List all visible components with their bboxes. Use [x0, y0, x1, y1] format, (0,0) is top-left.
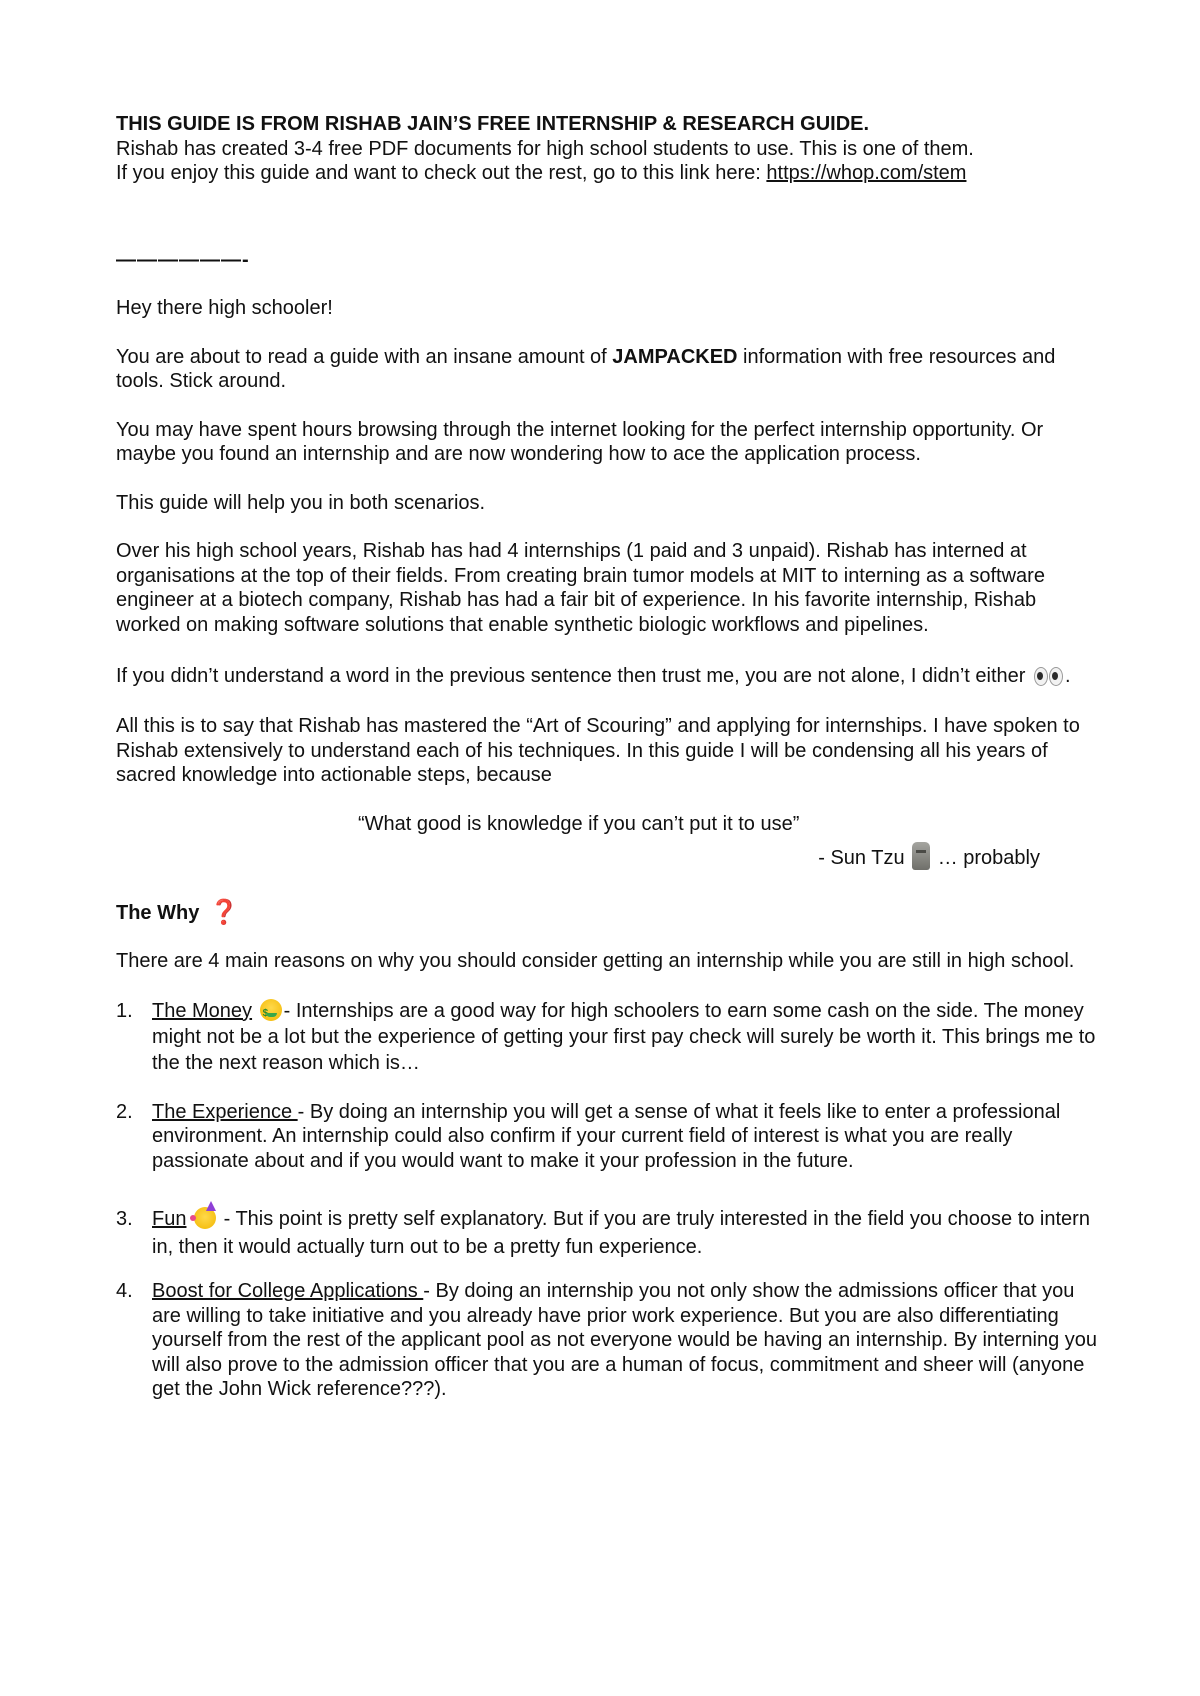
- moai-icon: [912, 842, 930, 870]
- scenarios-paragraph: This guide will help you in both scenarios.: [116, 491, 486, 514]
- list-item: [116, 1100, 1100, 1174]
- reason-text: - By doing an internship you will get a sense of what it feels like to enter a professional environment. An internship could also confirm if your current field of interest is what you are really passionate about and if you would want to make it your profession in the future.: [152, 1100, 1061, 1172]
- stem-link[interactable]: https://whop.com/stem: [766, 162, 967, 184]
- quote-text: “What good is knowledge if you can’t put it to use”: [358, 812, 800, 835]
- question-icon: ❓: [209, 898, 240, 926]
- attribution-prefix: - Sun Tzu: [818, 847, 911, 869]
- intro-paragraph: [116, 345, 1100, 394]
- intro-text-before: You are about to read a guide with an insane amount of: [116, 345, 613, 368]
- quote-attribution: [116, 842, 1100, 871]
- reason-title: Fun: [152, 1208, 187, 1230]
- reason-text: - By doing an internship you not only show the admissions officer that you are willing to take initiative and you already have prior work experience. But you are also differentiating yourself from the rest of the applicant pool as not everyone would be having an internship. By interning you will also prove to the admission officer that you are a human of focus, commitment and sheer will (anyone get the John Wick reference???).: [152, 1280, 1098, 1400]
- attribution-suffix: … probably: [932, 847, 1040, 869]
- reason-number: 1.: [116, 999, 133, 1022]
- guide-intro-line: Rishab has created 3-4 free PDF documents for high school students to use. This is one of them.: [116, 137, 974, 160]
- reason-title: The Money: [152, 999, 253, 1022]
- reason-title: The Experience: [152, 1100, 298, 1123]
- guide-link-line: [116, 161, 1100, 186]
- reason-number: 2.: [116, 1100, 133, 1123]
- reason-text: - This point is pretty self explanatory. But if you are truly interested in the field you choose to intern in, then it would actually turn out to be a pretty fun experience.: [152, 1208, 1090, 1258]
- money-face-icon: [260, 999, 282, 1021]
- why-heading-text: The Why: [116, 901, 200, 924]
- party-face-icon: [194, 1207, 216, 1229]
- reason-number: 3.: [116, 1208, 133, 1230]
- reason-number: 4.: [116, 1280, 133, 1302]
- divider-line: ——————-: [116, 248, 250, 271]
- understand-text: If you didn’t understand a word in the previous sentence then trust me, you are not alone, I didn’t either: [116, 665, 1026, 687]
- understand-end: .: [1065, 665, 1071, 687]
- guide-title: THIS GUIDE IS FROM RISHAB JAIN’S FREE INTERNSHIP & RESEARCH GUIDE.: [116, 113, 870, 135]
- intro-bold-word: JAMPACKED: [612, 345, 738, 368]
- why-heading: [116, 898, 1100, 926]
- art-of-scouring-paragraph: All this is to say that Rishab has mastered the “Art of Scouring” and applying for internships. I have spoken to Rishab extensively to understand each of his techniques. In this guide I will be condensing all his years of sacred knowledge into actionable steps, because: [116, 715, 1080, 786]
- understand-paragraph: [116, 661, 1100, 692]
- reason-text: - Internships are a good way for high schoolers to earn some cash on the side. The money might not be a lot but the experience of getting your first pay check will surely be worth it. This brings me to the the next reason which is…: [152, 999, 1096, 1074]
- greeting: Hey there high schooler!: [116, 297, 333, 319]
- document-body: [116, 112, 1100, 1402]
- guide-link-prefix: If you enjoy this guide and want to check out the rest, go to this link here:: [116, 162, 767, 184]
- why-intro: There are 4 main reasons on why you should consider getting an internship while you are still in high school.: [116, 950, 1075, 972]
- browsing-paragraph: You may have spent hours browsing through the internet looking for the perfect internship opportunity. Or maybe you found an internship and are now wondering how to ace the application process.: [116, 418, 1044, 465]
- list-item: [116, 1205, 1100, 1261]
- list-item: [116, 1279, 1100, 1402]
- eyes-icon: [1033, 664, 1063, 686]
- intro-text-after: information with free resources and tools. Stick around.: [116, 345, 1056, 392]
- list-item: [116, 998, 1100, 1076]
- reason-title: Boost for College Applications: [152, 1280, 424, 1302]
- experience-paragraph: Over his high school years, Rishab has had 4 internships (1 paid and 3 unpaid). Rishab has interned at organisations at the top of their fields. From creating brain tumor models at MIT to interning as a software engineer at a biotech company, Rishab has had a fair bit of experience. In his favorite internship, Rishab worked on making software solutions that enable synthetic biologic workflows and pipelines.: [116, 540, 1045, 636]
- reasons-list: [116, 998, 1100, 1402]
